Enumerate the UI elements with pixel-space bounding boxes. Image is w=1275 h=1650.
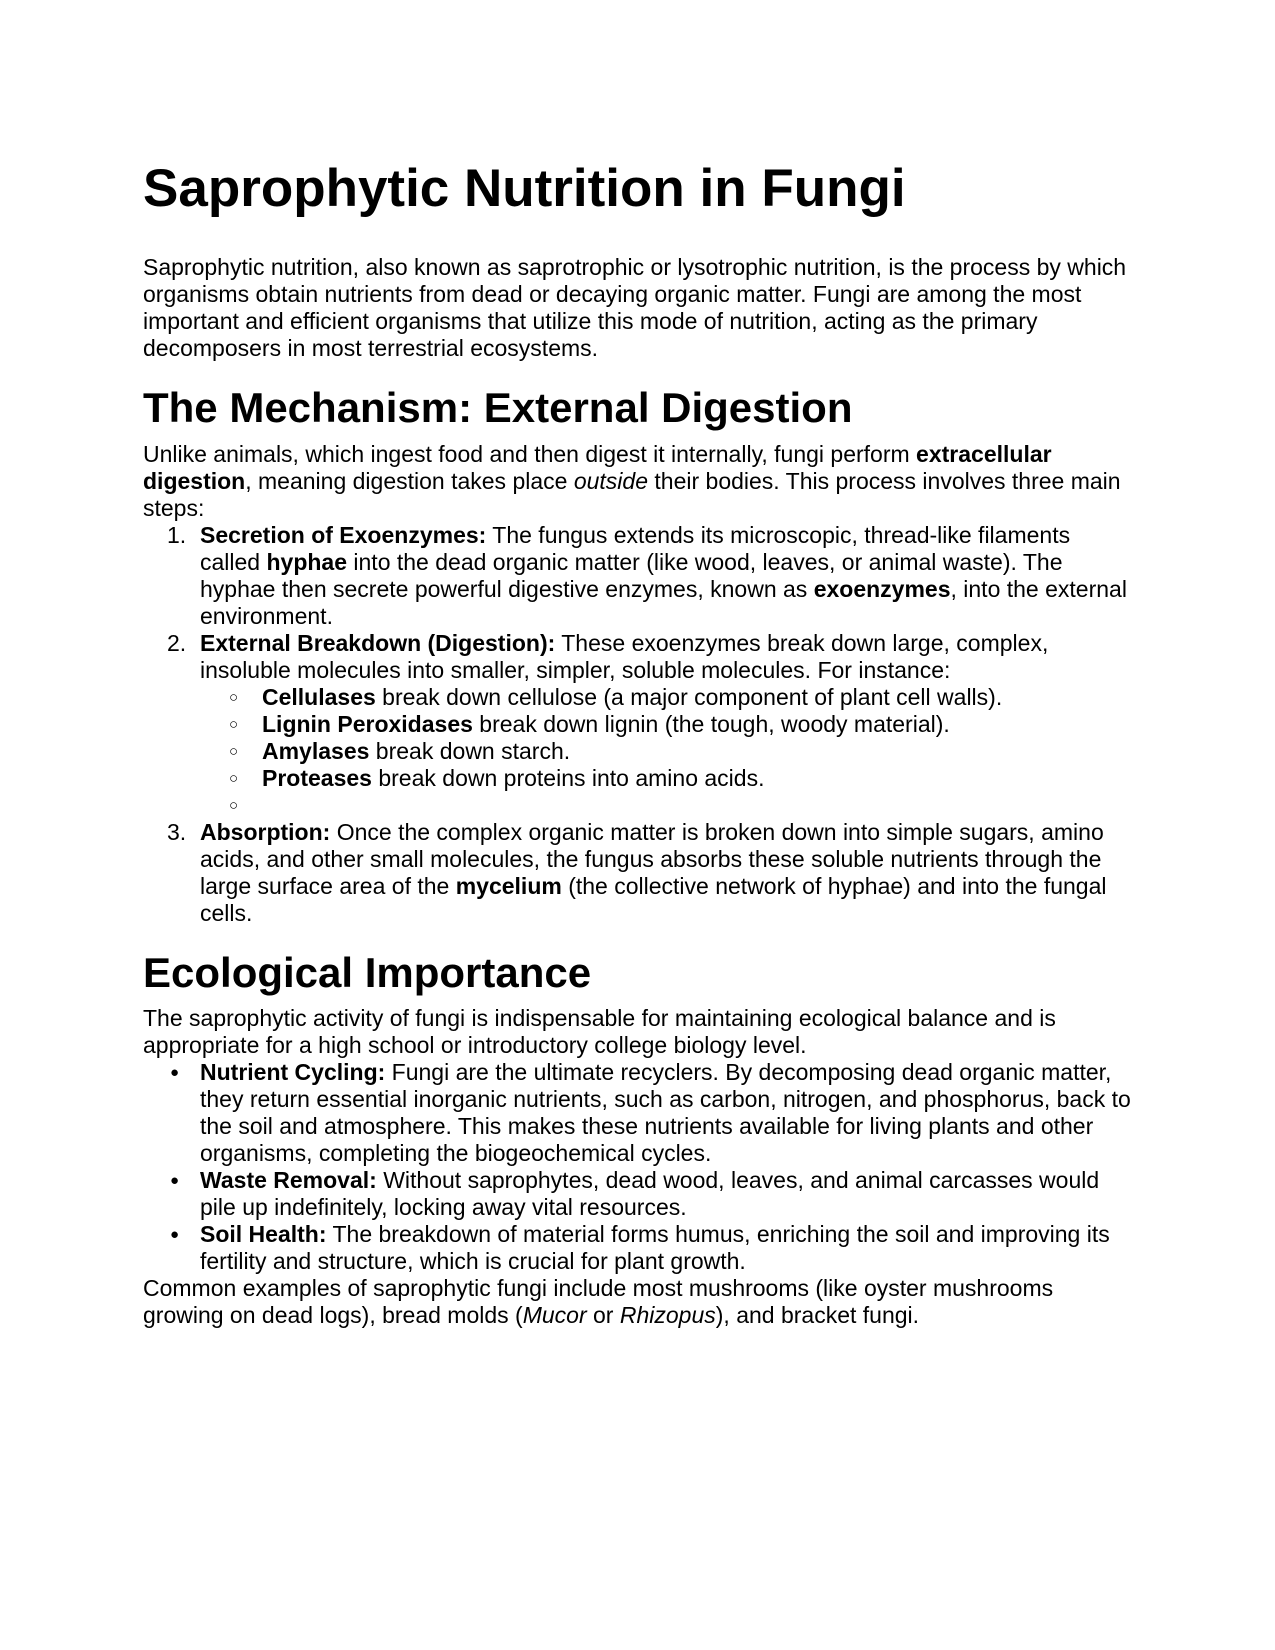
mechanism-lead-paragraph: Unlike animals, which ingest food and then digest it internally, fungi perform extracellular digestion, meaning digestion takes place outside their bodies. This process involves three main steps:: [143, 440, 1121, 521]
heading-ecological: Ecological Importance: [143, 948, 592, 996]
sublist-item-lignin-peroxidases: [200, 711, 1133, 738]
circle-bullet-icon: ○: [229, 769, 239, 787]
disc-bullet-icon: ●: [170, 1172, 180, 1190]
bullet-nutrient-cycling-text: Nutrient Cycling: Fungi are the ultimate recyclers. By decomposing dead organic matter, they return essential inorganic nutrients, such as carbon, nitrogen, and phosphorus, back to the soil and atmosphere. This makes these nutrients available for living plants and other organisms, completing the biogeochemical cycles.: [200, 1059, 1131, 1167]
list-number: 3.: [167, 818, 187, 845]
circle-bullet-icon: ○: [229, 796, 239, 814]
list-number: 1.: [167, 521, 187, 548]
sublist-item-text: Proteases break down proteins into amino acids.: [262, 764, 765, 791]
step-absorption: [143, 819, 1133, 927]
bullet-nutrient-cycling: [143, 1059, 1133, 1167]
sublist-item-cellulases: [200, 684, 1133, 711]
sublist-item-empty: [200, 792, 1133, 819]
step-breakdown: [143, 630, 1133, 819]
intro-paragraph: Saprophytic nutrition, also known as saprotrophic or lysotrophic nutrition, is the process by which organisms obtain nutrients from dead or decaying organic matter. Fungi are among the most important and efficient organisms that utilize this mode of nutrition, acting as the primary decomposers in most terrestrial ecosystems.: [143, 254, 1127, 362]
sublist-item-text: Cellulases break down cellulose (a major component of plant cell walls).: [262, 683, 1003, 710]
circle-bullet-icon: ○: [229, 715, 239, 733]
ecological-lead-paragraph: The saprophytic activity of fungi is indispensable for maintaining ecological balance and is appropriate for a high school or introductory college biology level.: [143, 1005, 1056, 1059]
list-number: 2.: [167, 629, 187, 656]
document-title: Saprophytic Nutrition in Fungi: [143, 159, 906, 218]
disc-bullet-icon: ●: [170, 1064, 180, 1082]
bullet-soil-health: [143, 1221, 1133, 1275]
step-secretion: [143, 522, 1133, 630]
sublist-item-amylases: [200, 738, 1133, 765]
sublist-item-proteases: [200, 765, 1133, 792]
importance-list: [143, 1059, 1133, 1275]
circle-bullet-icon: ○: [229, 688, 239, 706]
disc-bullet-icon: ●: [170, 1226, 180, 1244]
bullet-waste-removal: [143, 1167, 1133, 1221]
mechanism-steps-list: [143, 522, 1133, 927]
sublist-item-text: Lignin Peroxidases break down lignin (the tough, woody material).: [262, 710, 950, 737]
bullet-waste-removal-text: Waste Removal: Without saprophytes, dead wood, leaves, and animal carcasses would pile up indefinitely, locking away vital resources.: [200, 1167, 1100, 1221]
circle-bullet-icon: ○: [229, 742, 239, 760]
bullet-soil-health-text: Soil Health: The breakdown of material forms humus, enriching the soil and improving its fertility and structure, which is crucial for plant growth.: [200, 1221, 1110, 1275]
step-absorption-text: Absorption: Once the complex organic matter is broken down into simple sugars, amino acids, and other small molecules, the fungus absorbs these soluble nutrients through the large surface area of the mycelium (the collective network of hyphae) and into the fungal cells.: [200, 818, 1107, 926]
step-breakdown-text: External Breakdown (Digestion): These exoenzymes break down large, complex, insoluble molecules into smaller, simpler, soluble molecules. For instance:: [200, 629, 1049, 683]
heading-mechanism: The Mechanism: External Digestion: [143, 384, 853, 432]
enzyme-sublist: [200, 684, 1133, 819]
step-secretion-text: Secretion of Exoenzymes: The fungus extends its microscopic, thread-like filaments called hyphae into the dead organic matter (like wood, leaves, or animal waste). The hyphae then secrete powerful digestive enzymes, known as exoenzymes, into the external environment.: [200, 521, 1127, 629]
sublist-item-text: Amylases break down starch.: [262, 737, 571, 764]
closing-paragraph: Common examples of saprophytic fungi include most mushrooms (like oyster mushrooms growing on dead logs), bread molds (Mucor or Rhizopus), and bracket fungi.: [143, 1275, 1054, 1329]
